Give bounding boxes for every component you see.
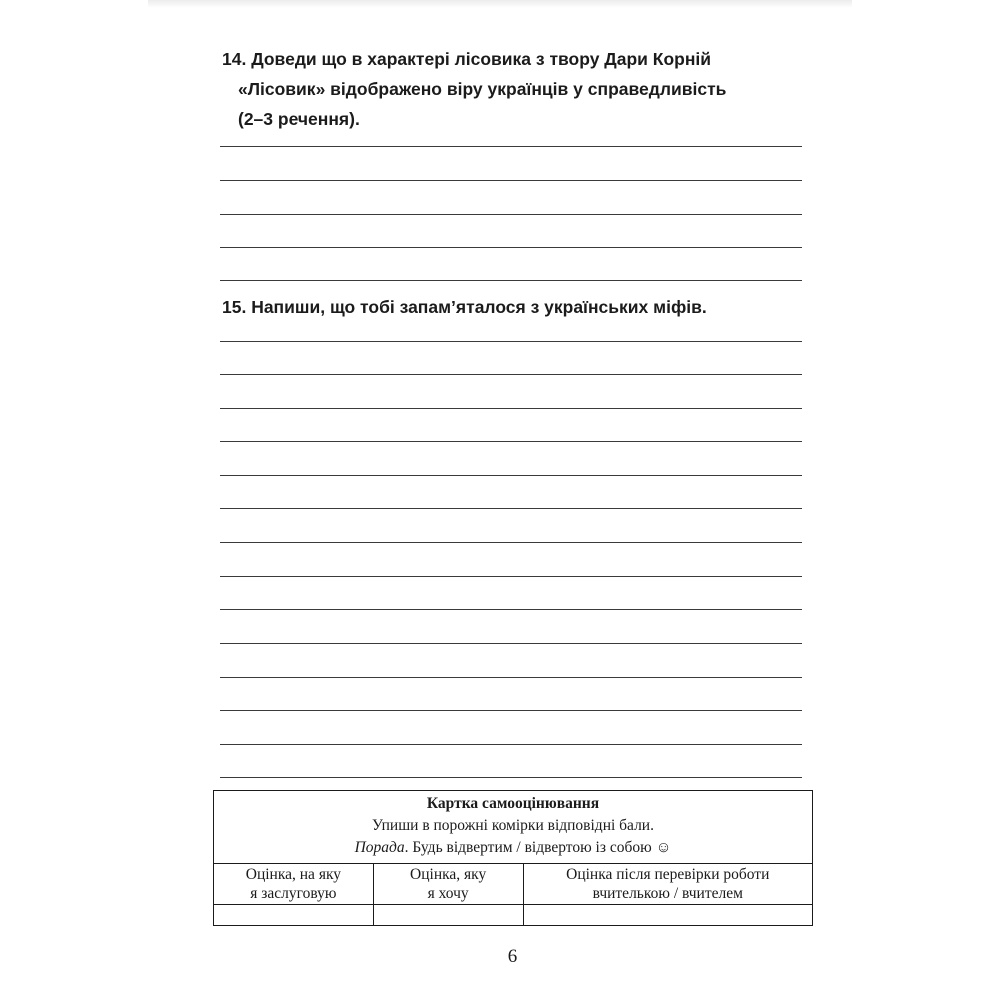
self-assessment-header — [214, 791, 813, 864]
answer-line[interactable] — [220, 146, 802, 147]
answer-line[interactable] — [220, 643, 802, 644]
answer-line[interactable] — [220, 710, 802, 711]
answer-line[interactable] — [220, 408, 802, 409]
answer-line[interactable] — [220, 475, 802, 476]
column-header-line: Оцінка після перевірки роботи — [566, 866, 770, 883]
question-14-line-1: 14. Доведи що в характері лісовика з твору Дари Корній — [222, 49, 712, 69]
column-header-line: я хочу — [427, 885, 469, 902]
page-number: 6 — [507, 946, 518, 967]
answer-line[interactable] — [220, 247, 802, 248]
answer-line[interactable] — [220, 341, 802, 342]
answer-line[interactable] — [220, 441, 802, 442]
tip-label: Порада — [354, 839, 405, 856]
question-14-line-2: «Лісовик» відображено віру українців у справедливість — [238, 79, 727, 99]
answer-line[interactable] — [220, 576, 802, 577]
question-15 — [222, 292, 802, 322]
question-15-line-1: 15. Напиши, що тобі запам’яталося з українських міфів. — [222, 297, 707, 317]
column-header-teacher — [523, 864, 812, 905]
column-header-line: вчителькою / вчителем — [592, 885, 743, 902]
answer-line[interactable] — [220, 508, 802, 509]
answer-line[interactable] — [220, 777, 802, 778]
question-14-line-3: (2–3 речення). — [238, 109, 360, 129]
answer-line[interactable] — [220, 374, 802, 375]
score-cell-deserved[interactable] — [214, 905, 374, 926]
score-cell-teacher[interactable] — [523, 905, 812, 926]
answer-line[interactable] — [220, 744, 802, 745]
answer-line[interactable] — [220, 214, 802, 215]
score-cell-wanted[interactable] — [373, 905, 523, 926]
column-header-line: Оцінка, на яку — [245, 866, 342, 883]
answer-line[interactable] — [220, 180, 802, 181]
column-header-line: Оцінка, яку — [410, 866, 487, 883]
tip-text: . Будь відвертим / відвертою із собою ☺ — [404, 839, 672, 856]
column-header-line: я заслуговую — [250, 885, 337, 902]
self-assessment-instruction: Упиши в порожні комірки відповідні бали. — [372, 817, 654, 834]
answer-line[interactable] — [220, 677, 802, 678]
self-assessment-tip — [218, 837, 808, 859]
answer-line[interactable] — [220, 542, 802, 543]
self-assessment-title: Картка самооцінювання — [426, 795, 600, 812]
column-header-wanted — [373, 864, 523, 905]
self-assessment-card — [213, 790, 813, 926]
answer-line[interactable] — [220, 609, 802, 610]
column-header-deserved — [214, 864, 374, 905]
question-14 — [222, 44, 802, 134]
answer-line[interactable] — [220, 280, 802, 281]
